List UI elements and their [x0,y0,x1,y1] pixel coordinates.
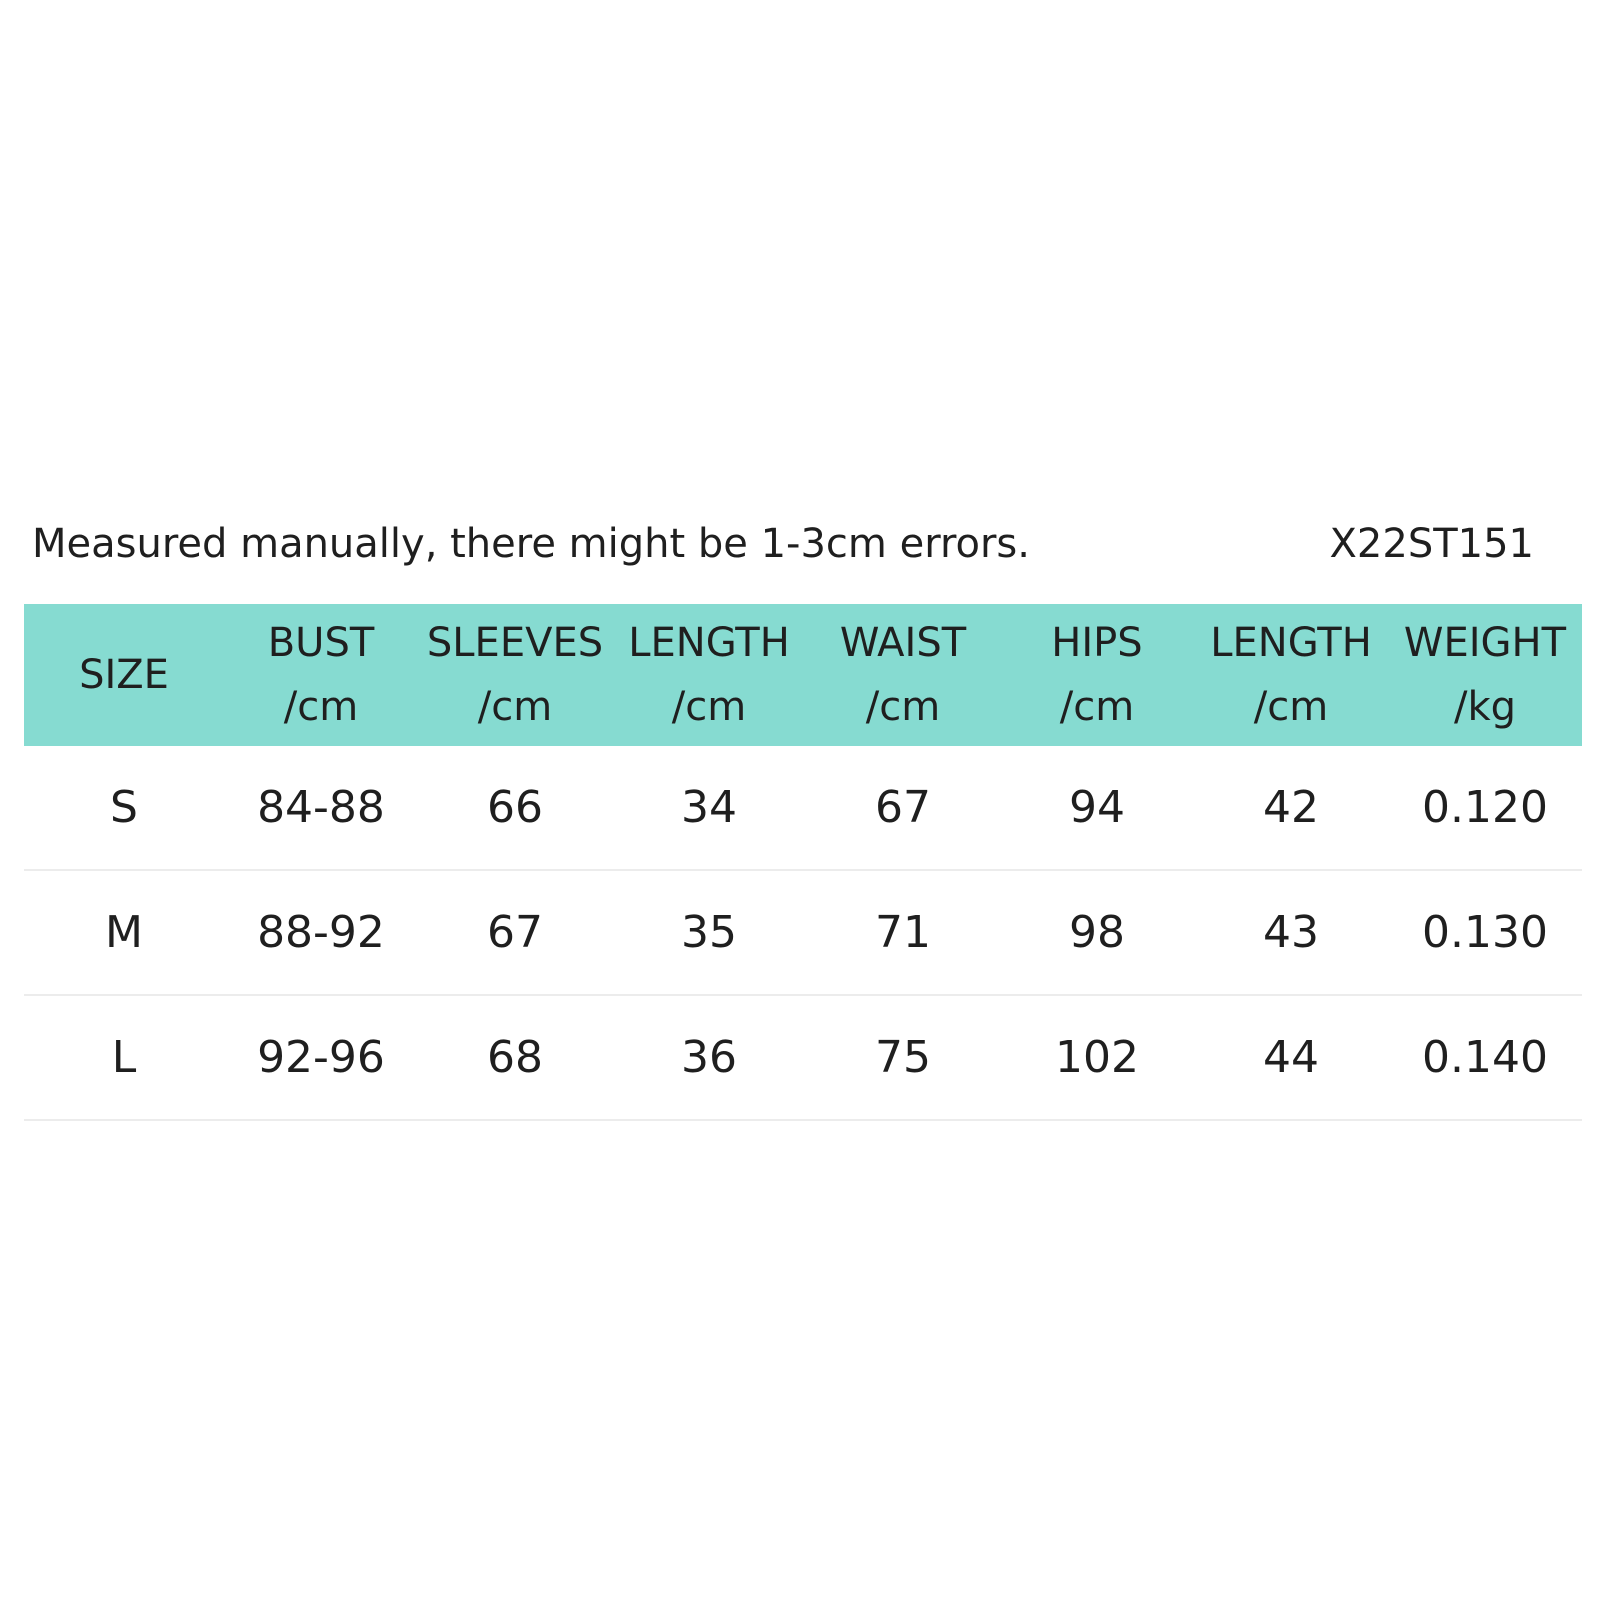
table-header [24,604,1582,746]
row-s-bust: 84-88 [257,781,385,833]
header-hips-unit: /cm [1059,684,1135,730]
header-length-bottom [1194,604,1388,746]
header-length-bottom-unit: /cm [1253,684,1329,730]
header-waist-unit: /cm [865,684,941,730]
header-sleeves-label: SLEEVES [426,620,604,666]
row-m-weight: 0.130 [1422,906,1548,958]
row-l-hips: 102 [1055,1031,1139,1083]
header-length-top-unit: /cm [671,684,747,730]
size-chart-table [24,604,1582,1121]
row-m-length-bottom: 43 [1263,906,1319,958]
row-m-size: M [105,906,143,958]
header-hips [1000,604,1194,746]
row-s-length-bottom: 42 [1263,781,1319,833]
header-bust-label: BUST [267,620,375,666]
row-s-size: S [110,781,138,833]
product-code: X22ST151 [1329,521,1534,567]
row-m-waist: 71 [875,906,931,958]
header-bust-unit: /cm [283,684,359,730]
header-bust [224,604,418,746]
header-waist-label: WAIST [839,620,967,666]
row-l-length-top: 36 [681,1031,737,1083]
table-row [24,746,1582,871]
row-s-length-top: 34 [681,781,737,833]
table-row [24,871,1582,996]
row-m-hips: 98 [1069,906,1125,958]
header-length-top [612,604,806,746]
header-weight-label: WEIGHT [1403,620,1567,666]
row-s-hips: 94 [1069,781,1125,833]
header-waist [806,604,1000,746]
header-weight-unit: /kg [1453,684,1517,730]
header-sleeves-unit: /cm [477,684,553,730]
header-size-label: SIZE [79,652,169,698]
row-m-bust: 88-92 [257,906,385,958]
row-l-length-bottom: 44 [1263,1031,1319,1083]
header-weight [1388,604,1582,746]
measurement-note: Measured manually, there might be 1-3cm errors. [32,521,1030,567]
header-sleeves [418,604,612,746]
header-hips-label: HIPS [1051,620,1143,666]
header-length-bottom-label: LENGTH [1210,620,1372,666]
row-l-sleeves: 68 [487,1031,543,1083]
row-s-sleeves: 66 [487,781,543,833]
table-row [24,996,1582,1121]
row-m-length-top: 35 [681,906,737,958]
row-l-waist: 75 [875,1031,931,1083]
row-s-weight: 0.120 [1422,781,1548,833]
row-l-size: L [111,1031,137,1083]
header-size [24,604,224,746]
row-m-sleeves: 67 [487,906,543,958]
row-l-bust: 92-96 [257,1031,385,1083]
row-s-waist: 67 [875,781,931,833]
row-l-weight: 0.140 [1422,1031,1548,1083]
header-length-top-label: LENGTH [628,620,790,666]
